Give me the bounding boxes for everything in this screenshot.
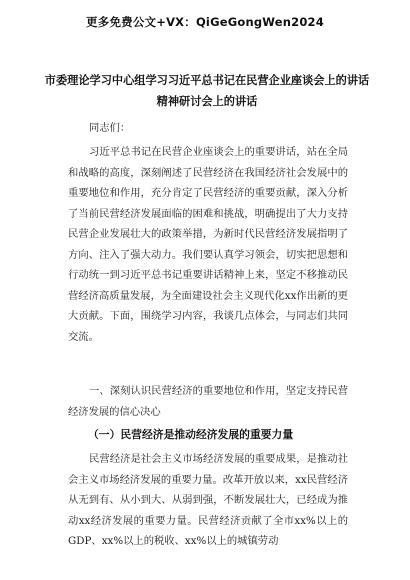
intro-paragraph: 习近平总书记在民营企业座谈会上的重要讲话，站在全局和战略的高度，深刻阐述了民营经济在我国经济社会发展中的重要地位和作用，充分肯定了民营经济的重要贡献，深入分析了当前民营经济发展面临的困难和挑战，明确提出了大力支持民营企业发展壮大的政策举措，为新时代民营经济发展指明了方向、注入了强大动力。我们要认真学习领会，切实把思想和行动统一到习近平总书记重要讲话精神上来，坚定不移推动民营经济高质量发展，为全面建设社会主义现代化xx作出新的更大贡献。下面，围绕学习内容，我谈几点体会，与同志们共同交流。	[68, 146, 348, 343]
subsection-heading-1: （一）民营经济是推动经济发展的重要力量	[88, 428, 294, 441]
body-paragraph: 民营经济是社会主义市场经济发展的重要成果，是推动社会主义市场经济发展的重要力量。改革开放以来，xx民营经济从无到有、从小到大、从弱到强，不断发展壮大，已经成为推动xx经济发展的重要力量。民营经济贡献了全市xx%以上的GDP、xx%以上的税收、xx%以上的城镇劳动	[68, 453, 348, 547]
section-heading-1: 一、深刻认识民营经济的重要地位和作用，坚定支持民营经济发展的信心决心	[68, 385, 348, 418]
salutation: 同志们：	[89, 122, 131, 134]
promo-banner: 更多免费公文+VX：QiGeGongWen2024	[86, 15, 324, 29]
document-title: 市委理论学习中心组学习习近平总书记在民营企业座谈会上的讲话精神研讨会上的讲话	[44, 74, 370, 108]
